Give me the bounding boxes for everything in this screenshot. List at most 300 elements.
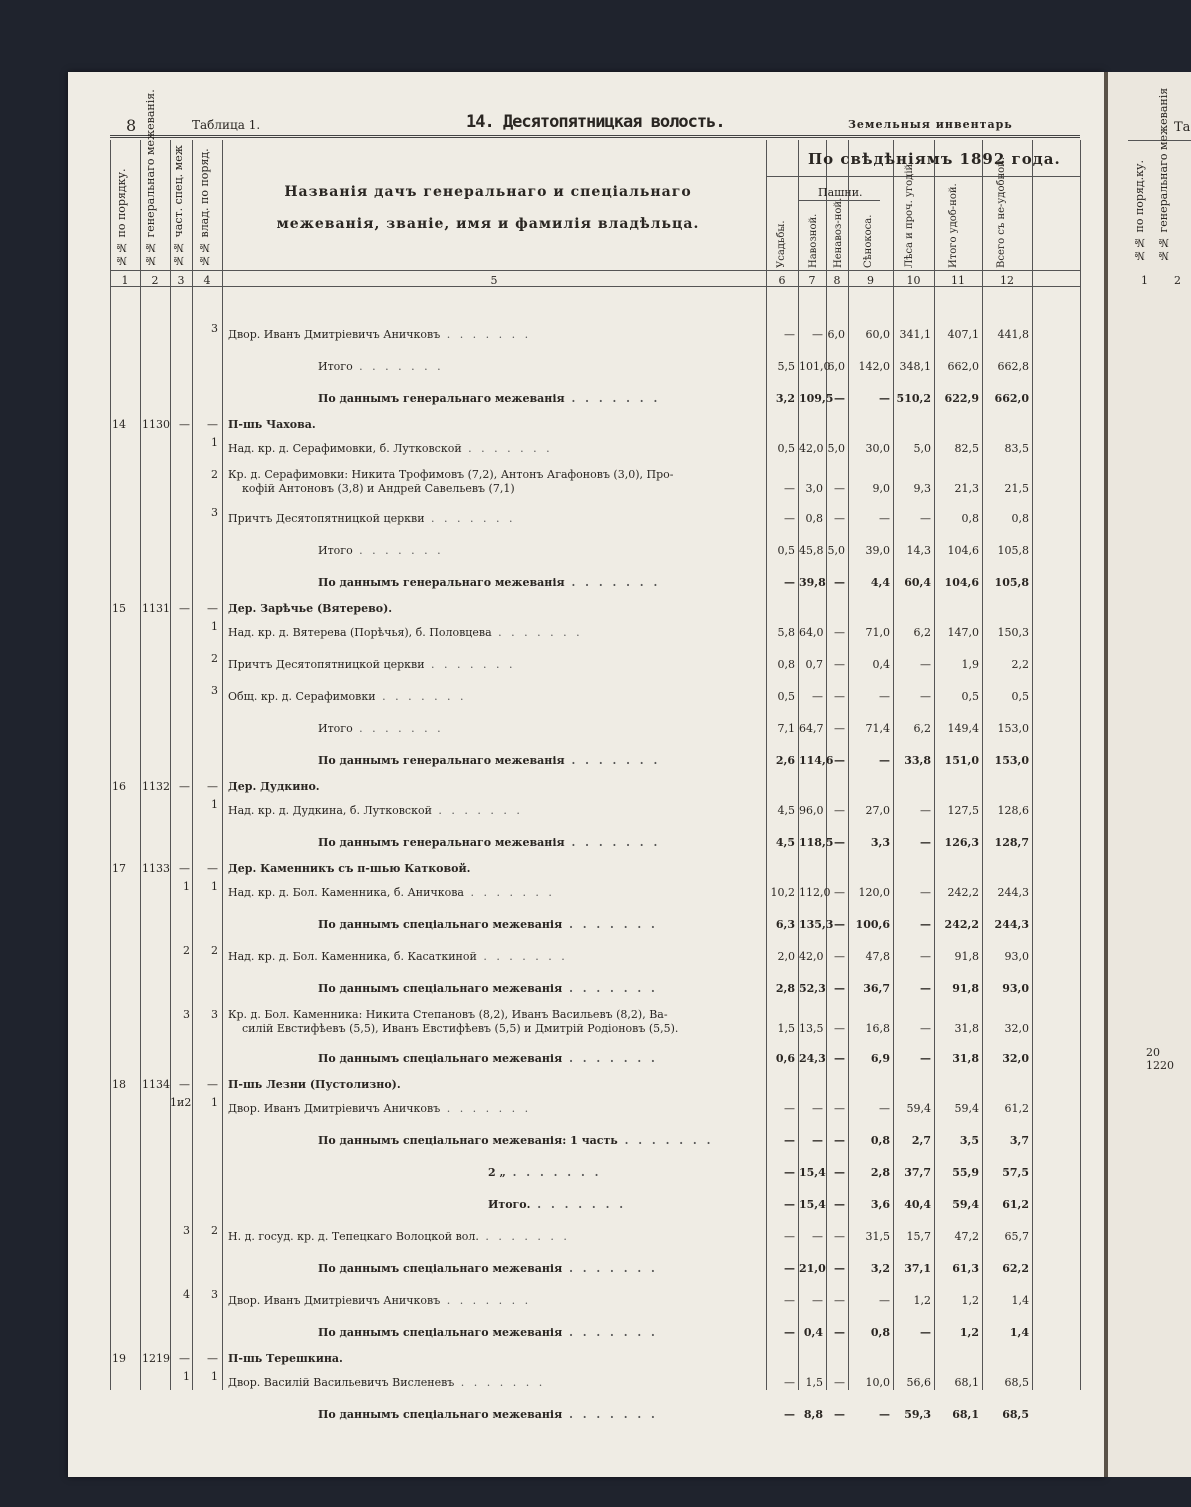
row-value-col12: 153,0 (997, 722, 1029, 735)
row-value-col6: — (784, 1166, 795, 1179)
column-header-title: Названія дачъ генеральнаго и спеціальнаго межеванія, званіе, имя и фамилія владѣльца. (276, 184, 700, 232)
row-value-col7: — (812, 328, 823, 341)
row-value-col9: 39,0 (865, 544, 890, 557)
row-value-col12: 61,2 (1002, 1198, 1029, 1211)
row-value-col6: 6,3 (775, 918, 795, 931)
row-value-col11: 3,5 (959, 1134, 979, 1147)
row-value-col10: — (920, 804, 931, 817)
row-value-col10: — (920, 886, 931, 899)
row-value-col8: — (834, 1376, 845, 1389)
row-value-col8: 5,0 (827, 442, 845, 455)
row-value-col11: 31,8 (954, 1022, 979, 1035)
row-value-col12: 3,7 (1009, 1134, 1029, 1147)
estate-heading: Дер. Каменникъ съ п-шью Катковой. (228, 862, 471, 875)
column-number-6: 6 (778, 274, 786, 287)
row-value-col8: — (834, 392, 845, 405)
estate-heading: П-шь Чахова. (228, 418, 316, 431)
row-value-col7: 118,5 (799, 836, 834, 849)
row-value-col9: 3,3 (870, 836, 890, 849)
row-value-col9: — (879, 1102, 890, 1115)
dot-leader: . . . . . . . (564, 754, 661, 767)
page-number: 8 (126, 116, 137, 135)
row-description: Двор. Иванъ Дмитріевичъ Аничковъ . . . . . . . (228, 328, 532, 341)
row-description: Итого. . . . . . . . (488, 1198, 627, 1211)
row-owner-number: 3 (211, 1008, 218, 1021)
row-value-col12: 662,0 (994, 392, 1029, 405)
row-value-col7: 109,5 (799, 392, 834, 405)
row-description: Двор. Иванъ Дмитріевичъ Аничковъ . . . . . . . (228, 1102, 532, 1115)
row-value-col9: 27,0 (865, 804, 890, 817)
row-gen-number: 1219 (142, 1352, 170, 1365)
row-value-col6: 0,5 (777, 690, 795, 703)
row-value-col8: — (834, 1294, 845, 1307)
next-page-row: 20 1220 (1146, 1046, 1174, 1072)
row-value-col10: 15,7 (906, 1230, 931, 1243)
row-value-col11: 61,3 (952, 1262, 979, 1275)
dot-leader: . . . . . . . (505, 1166, 602, 1179)
row-gen-number: 1132 (142, 780, 170, 793)
row-value-col6: — (784, 512, 795, 525)
row-value-col6: — (784, 1134, 795, 1147)
row-spec-number: — (179, 418, 190, 431)
row-value-col10: 9,3 (913, 482, 931, 495)
dot-leader: . . . . . . . (440, 1294, 532, 1307)
row-value-col12: 83,5 (1004, 442, 1029, 455)
volost-title: 14. Десятопятницкая волость. (466, 112, 725, 132)
row-number: 19 (112, 1352, 126, 1365)
row-value-col7: — (812, 690, 823, 703)
row-value-col12: 150,3 (997, 626, 1029, 639)
row-value-col8: — (834, 1198, 845, 1211)
row-owner-number: 3 (211, 506, 218, 519)
row-value-col12: 105,8 (994, 576, 1029, 589)
row-value-col12: 153,0 (994, 754, 1029, 767)
row-owner-number: 1 (211, 1370, 218, 1383)
column-divider (1080, 140, 1081, 1390)
row-value-col11: 1,9 (961, 658, 979, 671)
dot-leader: . . . . . . . (491, 626, 583, 639)
row-value-col6: 7,1 (777, 722, 795, 735)
row-description: Причтъ Десятопятницкой церкви . . . . . . . (228, 658, 516, 671)
row-value-col8: — (834, 1134, 845, 1147)
row-value-col12: 32,0 (1004, 1022, 1029, 1035)
row-spec-number: — (179, 1352, 190, 1365)
row-value-col11: 147,0 (947, 626, 979, 639)
row-description: По даннымъ спеціальнаго межеванія . . . . . . . (318, 1326, 658, 1339)
row-value-col7: 101,0 (799, 360, 831, 373)
column-number-10: 10 (906, 274, 921, 287)
row-description: Двор. Василій Васильевичъ Висленевъ . . . . . . . (228, 1376, 546, 1389)
row-value-col10: — (920, 1052, 931, 1065)
row-value-col10: 40,4 (904, 1198, 931, 1211)
row-gen-number: 1130 (142, 418, 170, 431)
header-rule (110, 135, 1080, 138)
row-value-col10: — (920, 950, 931, 963)
column-divider (1032, 140, 1033, 1390)
row-owner-number: 1 (211, 1096, 218, 1109)
row-value-col8: — (834, 576, 845, 589)
dot-leader: . . . . . . . (463, 886, 555, 899)
row-value-col11: 407,1 (947, 328, 979, 341)
row-value-col7: 64,7 (799, 722, 824, 735)
dot-leader: . . . . . . . (440, 1102, 532, 1115)
group-header-1892: По свѣдѣніямъ 1892 года. (808, 150, 1061, 168)
dot-leader: . . . . . . . (454, 1376, 546, 1389)
row-spec-number: — (179, 780, 190, 793)
row-description: По даннымъ генеральнаго межеванія . . . . . . . (318, 836, 661, 849)
row-description: Над. кр. д. Вятерева (Порѣчья), б. Половцева . . . . . . . (228, 626, 583, 639)
row-value-col9: — (879, 392, 890, 405)
row-description: Над. кр. д. Бол. Каменника, б. Аничкова . . . . . . . (228, 886, 555, 899)
column-header-c7: Навозной. (808, 213, 819, 268)
row-value-col9: — (879, 1408, 890, 1421)
row-owner-number: — (207, 1078, 218, 1091)
column-divider (140, 140, 141, 1390)
row-value-col12: 441,8 (997, 328, 1029, 341)
row-value-col6: 2,6 (775, 754, 795, 767)
row-description-cont: кофій Антоновъ (3,8) и Андрей Савельевъ (7,1) (242, 482, 515, 495)
row-value-col8: — (834, 512, 845, 525)
row-owner-number: 2 (211, 1224, 218, 1237)
column-number-5: 5 (490, 274, 498, 287)
row-value-col11: 59,4 (952, 1198, 979, 1211)
row-value-col6: — (784, 576, 795, 589)
row-value-col11: 59,4 (954, 1102, 979, 1115)
dot-leader: . . . . . . . (352, 722, 444, 735)
row-value-col7: 52,3 (799, 982, 826, 995)
row-value-col9: 9,0 (872, 482, 890, 495)
row-value-col8: — (834, 1052, 845, 1065)
row-value-col10: — (920, 1326, 931, 1339)
row-value-col9: 6,9 (870, 1052, 890, 1065)
row-description: Причтъ Десятопятницкой церкви . . . . . . . (228, 512, 516, 525)
row-value-col7: 114,6 (799, 754, 834, 767)
row-value-col9: 60,0 (865, 328, 890, 341)
row-description: По даннымъ спеціальнаго межеванія . . . . . . . (318, 1052, 658, 1065)
column-header-c6: Усадьбы. (776, 220, 787, 268)
row-value-col7: 64,0 (799, 626, 824, 639)
row-value-col6: 4,5 (777, 804, 795, 817)
row-value-col8: — (834, 918, 845, 931)
row-spec-number: — (179, 862, 190, 875)
row-description: Кр. д. Серафимовки: Никита Трофимовъ (7,2), Антонъ Агафоновъ (3,0), Про- (228, 468, 674, 481)
row-owner-number: 3 (211, 1288, 218, 1301)
column-number-1: 1 (121, 274, 129, 287)
row-spec-number: 3 (183, 1224, 190, 1237)
row-value-col11: 1,2 (959, 1326, 979, 1339)
estate-heading: П-шь Терешкина. (228, 1352, 343, 1365)
row-value-col7: 24,3 (799, 1052, 826, 1065)
row-spec-number: 1и2 (170, 1096, 192, 1109)
row-value-col12: 65,7 (1004, 1230, 1029, 1243)
dot-leader: . . . . . . . (564, 576, 661, 589)
row-value-col6: 5,5 (777, 360, 795, 373)
row-value-col6: — (784, 1262, 795, 1275)
row-value-col12: 68,5 (1002, 1408, 1029, 1421)
row-value-col11: 31,8 (952, 1052, 979, 1065)
row-value-col8: — (834, 754, 845, 767)
row-owner-number: — (207, 418, 218, 431)
row-value-col7: 3,0 (805, 482, 823, 495)
row-value-col8: — (834, 804, 845, 817)
row-value-col6: 4,5 (775, 836, 795, 849)
row-value-col10: 348,1 (899, 360, 931, 373)
row-number: 14 (112, 418, 126, 431)
column-number-11: 11 (951, 274, 965, 287)
row-value-col9: 36,7 (863, 982, 890, 995)
dot-leader: . . . . . . . (476, 950, 568, 963)
row-value-col9: 10,0 (865, 1376, 890, 1389)
row-description: Н. д. госуд. кр. д. Тепецкаго Волоцкой вол. . . . . . . . (228, 1230, 570, 1243)
row-number: 16 (112, 780, 126, 793)
row-value-col11: 82,5 (954, 442, 979, 455)
dot-leader: . . . . . . . (562, 1408, 658, 1421)
dot-leader: . . . . . . . (440, 328, 532, 341)
row-value-col10: 6,2 (913, 626, 931, 639)
column-header-c1: №№ по порядку. (115, 168, 128, 267)
row-value-col9: — (879, 1294, 890, 1307)
dot-leader: . . . . . . . (478, 1230, 570, 1243)
row-value-col7: 15,4 (799, 1166, 826, 1179)
dot-leader: . . . . . . . (424, 512, 516, 525)
group-header-rule (766, 176, 1080, 177)
row-value-col11: 1,2 (961, 1294, 979, 1307)
row-value-col12: 1,4 (1011, 1294, 1029, 1307)
row-value-col7: 15,4 (799, 1198, 826, 1211)
column-header-pashni: Пашни. (818, 186, 863, 199)
row-value-col10: 14,3 (906, 544, 931, 557)
dot-leader: . . . . . . . (424, 658, 516, 671)
row-owner-number: 2 (211, 944, 218, 957)
dot-leader: . . . . . . . (564, 392, 661, 405)
column-header-c4: №№ влад. по поряд. (198, 148, 211, 267)
estate-heading: Дер. Дудкино. (228, 780, 320, 793)
row-value-col10: — (920, 1022, 931, 1035)
row-value-col7: — (812, 1294, 823, 1307)
row-value-col9: 47,8 (865, 950, 890, 963)
row-value-col8: — (834, 1022, 845, 1035)
row-owner-number: 3 (211, 322, 218, 335)
row-description: По даннымъ генеральнаго межеванія . . . . . . . (318, 576, 661, 589)
column-header-c3: №№ част. спец. меж (172, 145, 185, 267)
row-value-col7: 8,8 (803, 1408, 823, 1421)
column-divider (222, 140, 223, 1390)
estate-heading: П-шь Лезни (Пустолизно). (228, 1078, 401, 1091)
row-value-col6: 0,5 (777, 442, 795, 455)
row-value-col8: — (834, 1102, 845, 1115)
row-value-col10: 2,7 (911, 1134, 931, 1147)
dot-leader: . . . . . . . (530, 1198, 627, 1211)
row-owner-number: 3 (211, 684, 218, 697)
row-value-col11: 622,9 (944, 392, 979, 405)
row-value-col10: 1,2 (913, 1294, 931, 1307)
row-value-col6: 2,8 (775, 982, 795, 995)
row-value-col12: 68,5 (1004, 1376, 1029, 1389)
row-value-col8: — (834, 1326, 845, 1339)
column-header-c9: Сѣнокоса. (863, 214, 874, 268)
row-value-col11: 47,2 (954, 1230, 979, 1243)
row-value-col12: 244,3 (994, 918, 1029, 931)
row-value-col9: 71,4 (865, 722, 890, 735)
row-description: Над. кр. д. Серафимовки, б. Лутковской . . . . . . . (228, 442, 553, 455)
next-page-col2: №№ генеральнаго межеванія (1157, 87, 1170, 262)
row-description: Итого . . . . . . . (318, 722, 444, 735)
row-value-col8: — (834, 886, 845, 899)
row-spec-number: — (179, 602, 190, 615)
row-value-col6: — (784, 1326, 795, 1339)
column-number-7: 7 (808, 274, 816, 287)
row-description-cont: силій Евстифѣевъ (5,5), Иванъ Евстифѣевъ (5,5) и Дмитрій Родіоновъ (5,5). (242, 1022, 679, 1035)
row-value-col9: 16,8 (865, 1022, 890, 1035)
row-number: 15 (112, 602, 126, 615)
row-value-col7: 1,5 (805, 1376, 823, 1389)
row-gen-number: 1133 (142, 862, 170, 875)
row-value-col9: 0,4 (872, 658, 890, 671)
row-value-col6: — (784, 1376, 795, 1389)
row-description: Над. кр. д. Бол. Каменника, б. Касаткиной . . . . . . . (228, 950, 568, 963)
row-value-col9: 3,2 (870, 1262, 890, 1275)
row-value-col9: 2,8 (870, 1166, 890, 1179)
row-spec-number: 3 (183, 1008, 190, 1021)
dot-leader: . . . . . . . (461, 442, 553, 455)
row-value-col6: 5,8 (777, 626, 795, 639)
row-value-col10: 37,1 (904, 1262, 931, 1275)
row-value-col8: 6,0 (827, 360, 845, 373)
row-value-col11: 21,3 (954, 482, 979, 495)
row-value-col12: 128,6 (997, 804, 1029, 817)
row-value-col8: — (834, 1408, 845, 1421)
row-description: Общ. кр. д. Серафимовки . . . . . . . (228, 690, 467, 703)
row-value-col11: 242,2 (947, 886, 979, 899)
row-value-col8: — (834, 658, 845, 671)
row-value-col8: — (834, 482, 845, 495)
row-value-col6: — (784, 1230, 795, 1243)
column-number-3: 3 (177, 274, 185, 287)
row-value-col10: 60,4 (904, 576, 931, 589)
row-value-col10: — (920, 836, 931, 849)
row-value-col9: 0,8 (870, 1134, 890, 1147)
row-value-col6: 0,5 (777, 544, 795, 557)
column-number-2: 2 (151, 274, 159, 287)
row-value-col8: — (834, 982, 845, 995)
row-value-col7: 42,0 (799, 950, 824, 963)
row-value-col11: 242,2 (944, 918, 979, 931)
row-value-col9: 3,6 (870, 1198, 890, 1211)
row-value-col6: — (784, 1198, 795, 1211)
row-value-col9: 120,0 (858, 886, 890, 899)
row-value-col6: 3,2 (775, 392, 795, 405)
column-number-12: 12 (1000, 274, 1014, 287)
row-value-col11: 0,8 (961, 512, 979, 525)
row-value-col11: 127,5 (947, 804, 979, 817)
row-value-col7: 45,8 (799, 544, 824, 557)
column-header-c11: Итого удоб-ной. (948, 183, 959, 268)
row-gen-number: 1134 (142, 1078, 170, 1091)
row-value-col6: 0,8 (777, 658, 795, 671)
row-value-col8: — (834, 1166, 845, 1179)
column-header-c8: Ненавоз-ной. (833, 197, 844, 268)
row-value-col8: — (834, 690, 845, 703)
row-spec-number: 1 (183, 1370, 190, 1383)
row-value-col11: 68,1 (952, 1408, 979, 1421)
row-description: 2 „ . . . . . . . (488, 1166, 602, 1179)
row-value-col6: 10,2 (770, 886, 795, 899)
dot-leader: . . . . . . . (375, 690, 467, 703)
row-owner-number: — (207, 1352, 218, 1365)
row-value-col6: 0,6 (775, 1052, 795, 1065)
row-value-col12: 61,2 (1004, 1102, 1029, 1115)
row-description: Итого . . . . . . . (318, 360, 444, 373)
row-value-col8: 6,0 (827, 328, 845, 341)
row-value-col7: 21,0 (799, 1262, 826, 1275)
row-value-col12: 244,3 (997, 886, 1029, 899)
row-value-col12: 93,0 (1002, 982, 1029, 995)
row-value-col10: — (920, 982, 931, 995)
row-value-col10: 33,8 (904, 754, 931, 767)
row-value-col9: 4,4 (870, 576, 890, 589)
row-value-col11: 55,9 (952, 1166, 979, 1179)
next-page-edge (1108, 72, 1191, 1477)
page-header (68, 112, 1104, 134)
row-owner-number: 1 (211, 880, 218, 893)
row-value-col10: — (920, 690, 931, 703)
dot-leader: . . . . . . . (562, 982, 658, 995)
row-spec-number: 1 (183, 880, 190, 893)
next-page-num2: 2 (1174, 274, 1181, 287)
row-owner-number: 2 (211, 468, 218, 481)
row-value-col12: 0,8 (1011, 512, 1029, 525)
row-value-col6: — (784, 1408, 795, 1421)
row-value-col12: 1,4 (1009, 1326, 1029, 1339)
row-value-col12: 105,8 (997, 544, 1029, 557)
row-owner-number: 1 (211, 620, 218, 633)
row-value-col10: 5,0 (913, 442, 931, 455)
dot-leader: . . . . . . . (352, 544, 444, 557)
row-value-col7: 0,7 (805, 658, 823, 671)
row-value-col9: — (879, 512, 890, 525)
row-value-col10: 59,4 (906, 1102, 931, 1115)
row-value-col9: 0,8 (870, 1326, 890, 1339)
row-value-col10: 341,1 (899, 328, 931, 341)
row-description: По даннымъ генеральнаго межеванія . . . . . . . (318, 392, 661, 405)
row-value-col9: — (879, 690, 890, 703)
row-value-col7: 0,8 (805, 512, 823, 525)
row-spec-number: 4 (183, 1288, 190, 1301)
row-value-col7: 96,0 (799, 804, 824, 817)
row-value-col12: 57,5 (1002, 1166, 1029, 1179)
row-value-col10: — (920, 658, 931, 671)
dot-leader: . . . . . . . (431, 804, 523, 817)
row-gen-number: 1131 (142, 602, 170, 615)
row-value-col6: 2,0 (777, 950, 795, 963)
header-bottom-rule (110, 270, 1080, 271)
next-page-num1: 1 (1141, 274, 1148, 287)
column-header-c12: Всего съ не-удобной. (996, 156, 1007, 268)
row-value-col12: 128,7 (994, 836, 1029, 849)
dot-leader: . . . . . . . (564, 836, 661, 849)
row-value-col12: 32,0 (1002, 1052, 1029, 1065)
row-value-col12: 93,0 (1004, 950, 1029, 963)
row-value-col12: 21,5 (1004, 482, 1029, 495)
next-page-tab: Та (1174, 120, 1191, 135)
column-header-c10: Лѣса и проч. угодій. (904, 160, 915, 268)
row-value-col10: 510,2 (896, 392, 931, 405)
row-value-col10: 6,2 (913, 722, 931, 735)
row-description: По даннымъ спеціальнаго межеванія . . . . . . . (318, 982, 658, 995)
row-number: 18 (112, 1078, 126, 1091)
row-description: По даннымъ генеральнаго межеванія . . . . . . . (318, 754, 661, 767)
row-value-col6: — (784, 1102, 795, 1115)
